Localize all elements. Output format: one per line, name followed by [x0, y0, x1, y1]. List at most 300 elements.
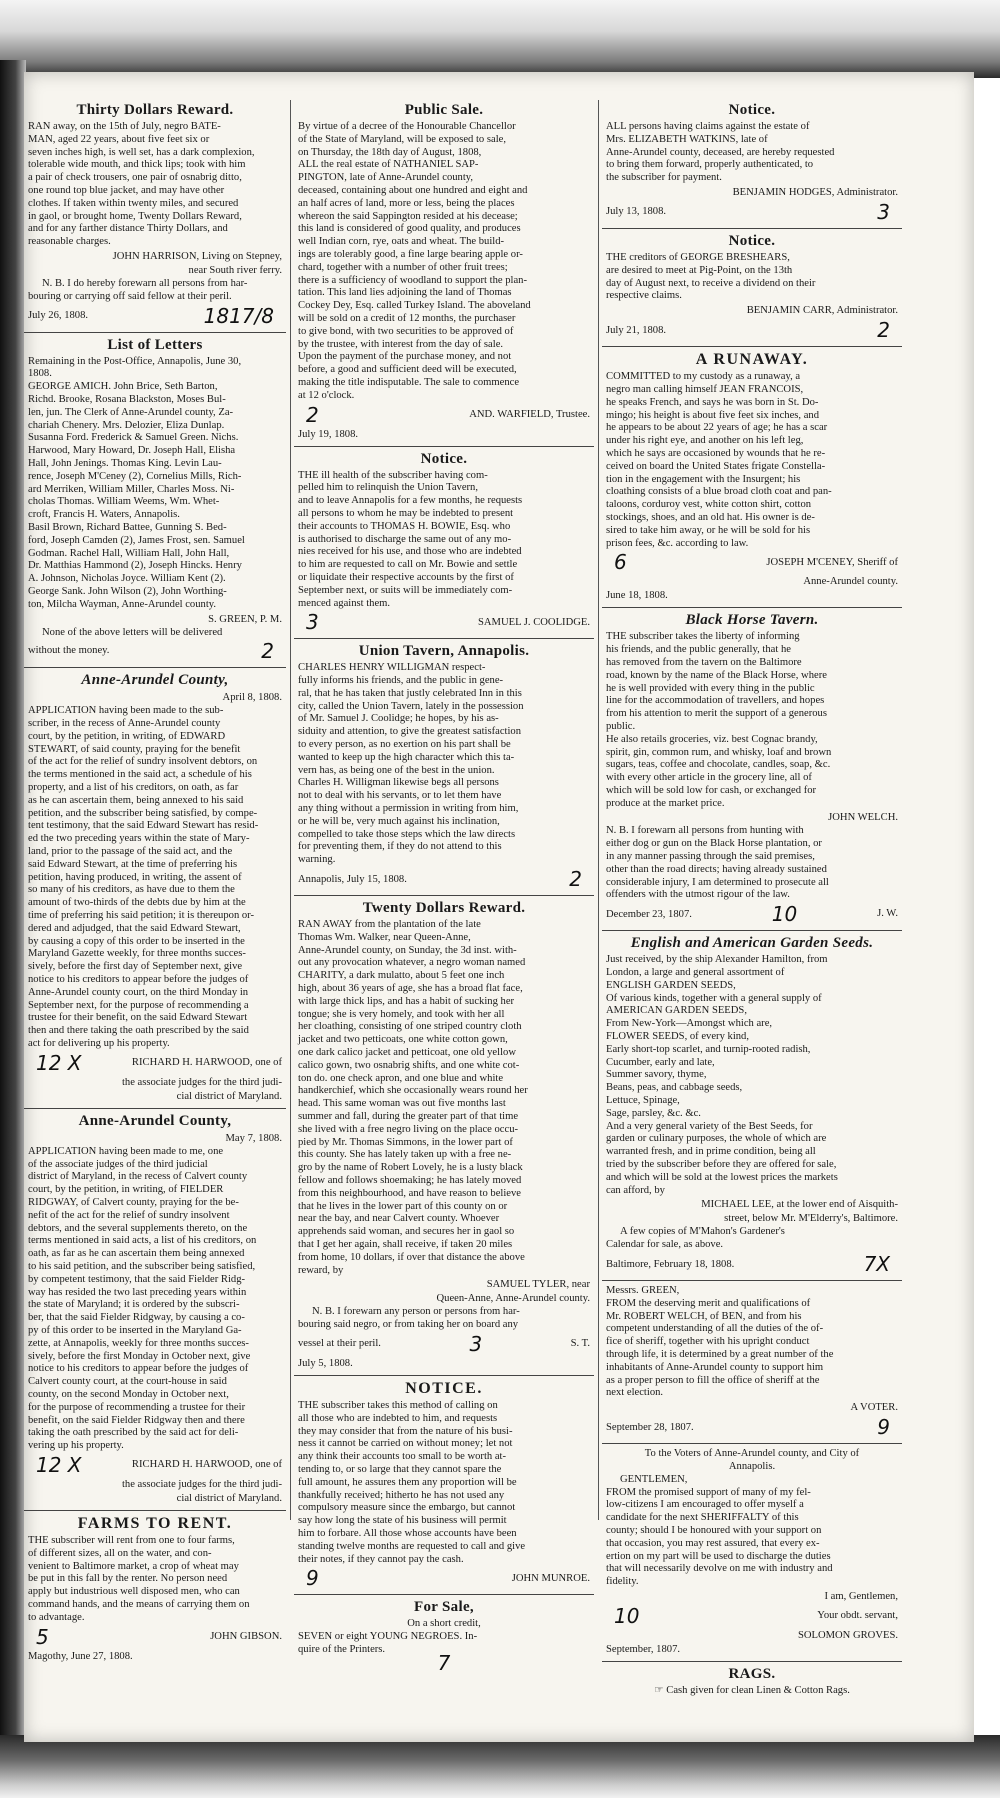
- ad-heading: Public Sale.: [404, 102, 484, 118]
- ad-heading: NOTICE.: [405, 1379, 483, 1397]
- text-line: THE creditors of GEORGE BRESHEARS,: [606, 251, 790, 263]
- text-line: Charles H. Willigman likewise begs all persons: [298, 777, 499, 789]
- text-line: Dr. Matthias Hammond (2), Joseph Hincks. Henry: [28, 560, 242, 572]
- ad-signature: AND. WARFIELD, Trustee.: [469, 409, 590, 421]
- ad-date: September 28, 1807.: [606, 1421, 694, 1433]
- ad-footer: [298, 867, 590, 891]
- ad-heading: Union Tavern, Annapolis.: [358, 643, 530, 660]
- text-line: his friends, and the public generally, that he: [606, 644, 791, 656]
- text-line: ber, that the said Fielder Ridgway, by causing a co-: [28, 1312, 245, 1324]
- ad-farms-to-rent: [24, 1515, 286, 1668]
- text-line: compulsory measure since the embargo, but cannot: [298, 1502, 516, 1514]
- ad-heading: RAGS.: [728, 1665, 776, 1682]
- ad-date: June 18, 1808.: [606, 590, 668, 602]
- text-line: for preventing them, if they do not attend to this: [298, 841, 502, 853]
- ad-voter-letter: [602, 1285, 902, 1444]
- text-line: tolerable wide mouth, and thick lips; took with him: [28, 159, 246, 171]
- text-line: Thomas Wm. Walker, near Queen-Anne,: [298, 931, 471, 943]
- ad-date: July 26, 1808.: [28, 310, 89, 322]
- text-line: ton, Milcha Wayman, Anne-Arundel county.: [28, 598, 217, 610]
- ad-heading: Twenty Dollars Reward.: [362, 900, 526, 917]
- ad-note: [606, 825, 898, 902]
- text-line: an half acres of land, more or less, being the places: [298, 197, 515, 209]
- column-1: [24, 102, 286, 1672]
- ad-date: Magothy, June 27, 1808.: [28, 1650, 133, 1662]
- ad-footer: [28, 1453, 282, 1477]
- text-line: petition, having produced, in writing, the assent of: [28, 871, 242, 883]
- text-line: out any provocation whatever, a negro woman named: [298, 957, 526, 969]
- text-line: siduity and attention, to give the greatest satisfaction: [298, 726, 522, 738]
- text-line: ral, that he has taken that justly celebrated Inn in this: [298, 687, 522, 699]
- text-line: vern has, as being one of the best in the union.: [298, 764, 495, 776]
- text-line: Remaining in the Post-Office, Annapolis, June 30,: [28, 355, 242, 367]
- text-line: through life, it is determined by a great number of the: [606, 1348, 834, 1360]
- text-line: ard Merriken, William Miller, Charles Moss. Ni-: [28, 483, 235, 495]
- text-line: the terms mentioned in the said act, a schedule of his: [28, 769, 252, 781]
- text-line: considerable injury, I am determined to prosecute all: [606, 876, 829, 888]
- text-line: petition, and the subscriber being satisfied, by compe-: [28, 807, 258, 819]
- handwritten-mark: 12 X: [36, 1452, 82, 1477]
- text-line: be put in this fall by the renter. No person need: [28, 1573, 228, 1585]
- text-line: nefit of the act for the relief of sundry insolvent: [28, 1209, 230, 1221]
- ad-footer: [298, 1650, 590, 1675]
- ad-notice-munroe: [294, 1380, 594, 1595]
- text-line: apply but industrious well disposed men, who can: [28, 1586, 240, 1598]
- ad-footer: [606, 550, 898, 574]
- text-line: said Edward Stewart, at the time of preferring his: [28, 858, 238, 870]
- ad-signature-line: the associate judges for the third judi-: [121, 1478, 282, 1490]
- text-line: Basil Brown, Richard Battee, Gunning S. Bed-: [28, 521, 227, 533]
- text-line: produce at the market price.: [606, 797, 725, 809]
- ad-footer: [298, 403, 590, 427]
- text-line: and to leave Annapolis for a few months, he requests: [298, 495, 523, 507]
- text-line: of the act for the relief of sundry insolvent debtors, on: [28, 756, 258, 768]
- text-line: one dark calico jacket and petticoat, one old yellow: [298, 1047, 516, 1059]
- text-line: him to forbare. All those whose accounts have been: [298, 1527, 517, 1539]
- text-line: Calvert county court, at the court-house in said: [28, 1376, 227, 1388]
- text-line: to every person, as no exertion on his part shall be: [298, 739, 511, 751]
- text-line: GEORGE AMICH. John Brice, Seth Barton,: [28, 381, 218, 393]
- handwritten-mark: 6: [614, 550, 627, 575]
- text-line: court, by the petition, in writing, of EDWARD: [28, 730, 226, 742]
- handwritten-mark: 7X: [863, 1252, 890, 1276]
- ad-garden-seeds: [602, 935, 902, 1281]
- ad-signature-line: near South river ferry.: [188, 264, 282, 276]
- text-line: he is well provided with every thing in the public: [606, 682, 815, 694]
- text-line: by the trustee, with interest from the day of sale.: [298, 338, 504, 350]
- handwritten-mark: 5: [36, 1624, 49, 1649]
- ad-notice-breshears: [602, 233, 902, 347]
- text-line: ceived on board the United States frigate Constella-: [606, 460, 826, 472]
- scan-left-edge: [0, 60, 26, 1750]
- text-line: land, prior to the passage of the said act, and the: [28, 846, 233, 858]
- text-line: Anne-Arundel county court, on the third Monday in: [28, 986, 249, 998]
- text-line: on Thursday, the 18th day of August, 1808,: [298, 146, 482, 158]
- ad-for-sale: [294, 1599, 594, 1678]
- ad-signature-line: the associate judges for the third judi-: [121, 1076, 282, 1088]
- ad-heading-line: Annapolis.: [728, 1460, 776, 1472]
- text-line: handkerchief, which she occasionally wears round her: [298, 1085, 528, 1097]
- handwritten-mark: 3: [306, 610, 319, 635]
- text-line: full amount, he assures them any proportion will be: [298, 1476, 517, 1488]
- text-line: ed the two preceding years within the state of Mary-: [28, 833, 250, 845]
- text-line: tried by the subscriber before they are offered for sale,: [606, 1159, 837, 1171]
- text-line: tending to, or so large that they cannot spare the: [298, 1463, 502, 1475]
- text-line: seven inches high, is well set, has a dark complexion,: [28, 146, 255, 158]
- text-line: trustee for their benefit, on the said Edward Stewart: [28, 1012, 248, 1024]
- text-line: Lettuce, Spinage,: [606, 1095, 680, 1107]
- ad-runaway: [602, 351, 902, 608]
- text-line: county; should I be honoured with your support on: [606, 1524, 822, 1536]
- text-line: Mr. ROBERT WELCH, of BEN, and from his: [606, 1310, 802, 1322]
- column-rule: [598, 100, 599, 1520]
- ad-heading: A RUNAWAY.: [695, 351, 809, 369]
- text-line: sugars, teas, coffee and chocolate, candles, soap, &c.: [606, 759, 831, 771]
- ad-footer: [606, 1415, 898, 1439]
- handwritten-mark: 10: [614, 1603, 640, 1628]
- ad-footer: [298, 610, 590, 634]
- text-line: fully informs his friends, and the public in gene-: [298, 675, 504, 687]
- ad-heading: Black Horse Tavern.: [685, 612, 819, 629]
- text-line: sired to take him away, or he will be sold for his: [606, 524, 811, 536]
- text-line: THE subscriber will rent from one to four farms,: [28, 1534, 235, 1546]
- text-line: public.: [606, 720, 636, 732]
- ad-footer: [28, 1051, 282, 1075]
- ad-heading: To the Voters of Anne-Arundel county, and City of: [644, 1448, 860, 1460]
- text-line: for the purpose of recommending a trustee for their: [28, 1401, 246, 1413]
- text-line: reasonable charges.: [28, 236, 111, 248]
- handwritten-mark: 9: [306, 1566, 319, 1591]
- text-line: can afford, by: [606, 1184, 665, 1196]
- text-line: that will necessarily devolve on me with industry and: [606, 1563, 833, 1575]
- text-line: tongue; she is very homely, and took with her all: [298, 1008, 505, 1020]
- handwritten-mark: 2: [306, 402, 319, 427]
- text-line: RIDGWAY, of Calvert county, praying for the be-: [28, 1197, 239, 1208]
- text-line: CHARITY, a dark mulatto, about 5 feet one inch: [298, 970, 505, 982]
- text-line: calico gown, two osnabrig shifts, and one white cot-: [298, 1059, 520, 1071]
- text-line: command hands, and the means of carrying them on: [28, 1598, 250, 1610]
- text-line: to bring them forward, properly authenticated, to: [606, 159, 814, 171]
- handwritten-mark: 3: [877, 199, 890, 224]
- newspaper-page: [24, 72, 974, 1742]
- ad-date: September, 1807.: [606, 1643, 681, 1655]
- text-line: as he can ascertain them, being annexed to his said: [28, 794, 244, 806]
- handwritten-mark: 12 X: [36, 1050, 82, 1075]
- ad-heading: Notice.: [728, 102, 776, 118]
- text-line: he speaks French, and says he was born in St. Do-: [606, 396, 819, 408]
- text-line: CHARLES HENRY WILLIGMAN respect-: [298, 662, 486, 674]
- text-line: city, called the Union Tavern, lately in the possession: [298, 700, 524, 712]
- text-line: benefit, on the said Fielder Ridgway then and there: [28, 1414, 245, 1426]
- ad-date: July 5, 1808.: [298, 1357, 353, 1369]
- text-line: there is a sufficiency of woodland to support the plan-: [298, 274, 527, 286]
- text-line: as a proper person to fill the office of sheriff at the: [606, 1374, 820, 1386]
- ad-date: July 13, 1808.: [606, 206, 667, 218]
- ad-date: Annapolis, July 15, 1808.: [298, 873, 407, 885]
- ad-date: May 7, 1808.: [225, 1132, 282, 1144]
- text-line: low-citizens I am encouraged to offer myself a: [606, 1499, 804, 1511]
- text-line: PINGTON, late of Anne-Arundel county,: [298, 172, 474, 184]
- text-line: a pair of check trousers, one pair of osnabrig ditto,: [28, 172, 242, 184]
- text-line: at 12 o'clock.: [298, 389, 355, 401]
- ad-footer: [298, 1332, 590, 1356]
- ad-date: Baltimore, February 18, 1808.: [606, 1258, 735, 1270]
- text-line: ertion on my part will be used to discharge the duties: [606, 1550, 831, 1562]
- text-line: making the title indisputable. The sale to commence: [298, 376, 520, 388]
- text-line: to give bond, with two securities to be approved of: [298, 325, 514, 337]
- ad-body: [606, 1685, 898, 1698]
- text-line: notice to his creditors to appear before the judges of: [28, 974, 249, 986]
- text-line: offenders with the utmost rigour of the law.: [606, 889, 790, 901]
- ad-footer: [606, 200, 898, 224]
- text-line: any think their accounts too small to be worth at-: [298, 1451, 507, 1463]
- ad-note: N. B. I do hereby forewarn all persons from har-: [42, 277, 248, 289]
- text-line: in any manner passing through the said premises,: [606, 851, 815, 863]
- ad-closing-line: Your obdt. servant,: [817, 1610, 898, 1622]
- text-line: FROM the deserving merit and qualifications of: [606, 1297, 811, 1309]
- ad-date: December 23, 1807.: [606, 908, 692, 920]
- text-line: line for the accommodation of travellers, and hopes: [606, 695, 825, 707]
- text-line: He also retails groceries, viz. best Cognac brandy,: [606, 733, 818, 745]
- ad-body: [28, 705, 282, 1051]
- ad-body: [606, 121, 898, 185]
- text-line: of the State of Maryland, will be exposed to sale,: [298, 133, 506, 145]
- text-line: garden or culinary purposes, the whole of which are: [606, 1133, 827, 1145]
- text-line: road, known by the name of the Black Horse, where: [606, 669, 827, 681]
- text-line: that I get her again, shall receive, if taken 20 miles: [298, 1238, 513, 1250]
- text-line: stockings, shoes, and an old hat. His owner is de-: [606, 511, 815, 523]
- ad-signature: S. GREEN, P. M.: [208, 613, 282, 625]
- ad-signature: BENJAMIN HODGES, Administrator.: [732, 186, 898, 198]
- text-line: of different sizes, all on the water, and con-: [28, 1547, 212, 1559]
- ad-signature: SOLOMON GROVES.: [797, 1629, 898, 1641]
- text-line: apprehends said woman, and secures her in gaol so: [298, 1226, 515, 1238]
- text-line: with large thick lips, and has a habit of sucking her: [298, 995, 515, 1007]
- ad-footer: [606, 902, 898, 926]
- text-line: chard, together with a number of other fruit trees;: [298, 261, 508, 273]
- text-line: menced against them.: [298, 597, 391, 609]
- handwritten-mark: 1817/8: [203, 303, 274, 328]
- text-line: A. Johnson, Nicholas Joyce. William Kent (2).: [28, 573, 226, 585]
- text-line: by causing a copy of this order to be inserted in the: [28, 935, 245, 947]
- ad-body: [606, 1298, 898, 1400]
- text-line: ALL the real estate of NATHANIEL SAP-: [298, 159, 479, 171]
- text-line: prison fees, &c. according to law.: [606, 537, 749, 549]
- text-line: THE subscriber takes the liberty of informing: [606, 631, 800, 643]
- text-line: Susanna Ford. Frederick & Samuel Green. Nichs.: [28, 432, 239, 444]
- text-line: her cloathing, consisting of one striped country cloth: [298, 1021, 522, 1033]
- text-line: sively, before the first Monday in October next, give: [28, 1350, 251, 1362]
- text-line: standing twelve months are requested to call and give: [298, 1540, 526, 1552]
- text-line: terms mentioned in said acts, a list of his creditors, on: [28, 1235, 257, 1247]
- text-line: Beans, peas, and cabbage seeds,: [606, 1082, 743, 1094]
- text-line: tent testimony, that the said Edward Stewart has resid-: [28, 820, 259, 832]
- text-line: THE subscriber takes this method of calling on: [298, 1399, 498, 1411]
- text-line: dered and adjudged, that the said Edward Stewart,: [28, 922, 241, 934]
- ad-footer: [606, 1252, 898, 1276]
- ad-heading: Notice.: [420, 450, 468, 467]
- text-line: spirit, gin, common rum, and whisky, loaf and brown: [606, 746, 832, 758]
- pointing-hand-icon: ☞: [654, 1684, 667, 1696]
- text-line: or liquidate their respective accounts by the first of: [298, 571, 514, 583]
- text-line: fice of sheriff, together with his upright conduct: [606, 1336, 810, 1348]
- text-line: thankfully received; hitherto he has not used any: [298, 1489, 505, 1501]
- ad-signature-line: Anne-Arundel county.: [803, 576, 898, 588]
- ad-body: [606, 1487, 898, 1589]
- ad-closing: I am, Gentlemen,: [824, 1590, 898, 1602]
- handwritten-mark: 10: [771, 902, 798, 927]
- text-line: chariah Chenery. Mrs. Delozier, Eliza Dunlap.: [28, 419, 225, 431]
- text-line: Early short-top scarlet, and turnip-rooted radish,: [606, 1043, 811, 1055]
- ad-footer: [28, 639, 282, 663]
- ad-date: April 8, 1808.: [222, 692, 282, 704]
- text-line: tion in the engagement with the Insurgent; his: [606, 473, 801, 485]
- ad-rags: [602, 1666, 902, 1702]
- text-line: not to deal with his servants, or to let them have: [298, 790, 502, 802]
- text-line: district of Maryland, in the recess of Calvert county: [28, 1171, 248, 1183]
- ad-signature-line: street, below Mr. M'Elderry's, Baltimore.: [724, 1213, 898, 1225]
- ad-body: [28, 121, 282, 249]
- ad-line: Cash given for clean Linen & Cotton Rags.: [666, 1684, 850, 1696]
- ad-heading: List of Letters: [107, 336, 203, 353]
- text-line: summer and fall, during the greater part of that time: [298, 1111, 519, 1122]
- text-line: London, a large and general assortment of: [606, 967, 785, 979]
- text-line: Summer savory, thyme,: [606, 1069, 707, 1081]
- text-line: N. B. I forewarn all persons from hunting with: [606, 825, 804, 837]
- text-line: warranted fresh, and in prime condition, being all: [606, 1146, 816, 1158]
- ad-signature-line: Queen-Anne, Anne-Arundel county.: [436, 1293, 590, 1305]
- ad-signature: SAMUEL J. COOLIDGE.: [477, 616, 590, 628]
- ad-twenty-dollars-reward: [294, 900, 594, 1376]
- ad-note-line: bouring or carrying off said fellow at their peril.: [28, 290, 232, 302]
- text-line: are desired to meet at Pig-Point, on the 13th: [606, 264, 793, 276]
- text-line: which will be sold low for cash, or exchanged for: [606, 784, 817, 796]
- ad-public-sale: [294, 102, 594, 447]
- ad-salutation: GENTLEMEN,: [620, 1473, 688, 1485]
- ad-body: [606, 954, 898, 1197]
- text-line: inhabitants of Anne-Arundel county to support him: [606, 1361, 824, 1373]
- ad-initials: S. T.: [570, 1337, 590, 1349]
- text-line: vering up his property.: [28, 1440, 124, 1452]
- text-line: croft, Francis H. Waters, Annapolis.: [28, 509, 180, 521]
- text-line: county, on the second Monday in October next,: [28, 1388, 229, 1400]
- text-line: he appears to be about 22 years of age; he has a scar: [606, 422, 828, 434]
- text-line: zette, at Annapolis, weekly for three months succes-: [28, 1337, 249, 1349]
- text-line: that he lives in the lower part of this county on or: [298, 1200, 508, 1212]
- ad-body: [28, 1146, 282, 1453]
- ad-signature: JOHN WELCH.: [828, 812, 898, 824]
- ad-footer: [28, 304, 282, 328]
- text-line: Godman. Rachel Hall, William Hall, John Hall,: [28, 547, 230, 559]
- text-line: is authorised to discharge the same out of any mo-: [298, 533, 512, 545]
- ad-body: [606, 631, 898, 810]
- text-line: to advantage.: [28, 1611, 85, 1623]
- text-line: time of preferring his said petition; it is thereupon or-: [28, 910, 255, 922]
- ad-signature: JOHN GIBSON.: [210, 1631, 282, 1643]
- ad-notice-coolidge: [294, 451, 594, 640]
- text-line: RAN away, on the 15th of July, negro BATE-: [28, 121, 221, 132]
- text-line: their accounts to THOMAS H. BOWIE, Esq. who: [298, 520, 511, 532]
- text-line: George Sank. John Wilson (2), John Worthing-: [28, 585, 227, 597]
- text-line: she lived with a free negro living on the place occu-: [298, 1123, 519, 1135]
- ad-black-horse-tavern: [602, 612, 902, 931]
- text-line: From New-York—Amongst which are,: [606, 1018, 773, 1030]
- ad-body: [606, 252, 898, 303]
- text-line: court, by the petition, in writing, of FIELDER: [28, 1184, 224, 1196]
- ad-signature: A VOTER.: [850, 1402, 898, 1414]
- ad-signature-line: cial district of Maryland.: [176, 1090, 282, 1102]
- text-line: debtors, and the several supplements thereto, on the: [28, 1222, 248, 1234]
- text-line: in gaol, or brought home, Twenty Dollars Reward,: [28, 210, 242, 222]
- ad-footer: [606, 1604, 898, 1628]
- text-line: APPLICATION having been made to the sub-: [28, 705, 224, 717]
- text-line: with every other article in the grocery line, all of: [606, 772, 812, 784]
- text-line: rence, Joseph M'Ceney (2), Cornelius Mills, Rich-: [28, 470, 242, 482]
- ad-signature: SAMUEL TYLER, near: [486, 1279, 590, 1291]
- ad-initials: J. W.: [877, 907, 898, 919]
- text-line: the state of Maryland; it is ordered by the subscri-: [28, 1299, 240, 1311]
- text-line: COMMITTED to my custody as a runaway, a: [606, 371, 801, 383]
- text-line: respective claims.: [606, 290, 682, 302]
- ad-anne-arundel-ridgway: [24, 1113, 286, 1511]
- ad-heading: Anne-Arundel County,: [78, 1112, 232, 1129]
- text-line: property, and a list of his creditors, on oath, as far: [28, 782, 239, 794]
- text-line: Cockey Dey, Esq. called Turkey Island. The aboveland: [298, 300, 531, 312]
- text-line: ings are tolerably good, a fine large bearing apple or-: [298, 248, 523, 260]
- text-line: pied by Mr. Thomas Simmons, in the lower part of: [298, 1136, 513, 1148]
- text-line: their notes, if they cannot pay the cash.: [298, 1553, 464, 1565]
- text-line: AMERICAN GARDEN SEEDS,: [606, 1005, 747, 1017]
- ad-heading: Anne-Arundel County,: [81, 672, 229, 689]
- text-line: all persons to whom he may be indebted to present: [298, 507, 514, 519]
- text-line: fellow and follows shoemaking; he has lately moved: [298, 1174, 522, 1186]
- text-line: len, jun. The Clerk of Anne-Arundel county, Za-: [28, 406, 234, 418]
- text-line: deceased, containing about one hundred and eight and: [298, 184, 528, 196]
- text-line: and which will be sold at the lowest prices the markets: [606, 1171, 838, 1183]
- ad-note: A few copies of M'Mahon's Gardener's: [620, 1226, 785, 1238]
- ad-body: [298, 919, 590, 1277]
- ad-list-of-letters: [24, 337, 286, 669]
- text-line: of the associate judges of the third judicial: [28, 1158, 208, 1170]
- text-line: 1808.: [28, 368, 52, 380]
- column-3: [602, 102, 902, 1706]
- ad-union-tavern: [294, 643, 594, 896]
- ad-heading: FARMS TO RENT.: [77, 1514, 233, 1532]
- text-line: then and there taking the oath prescribed by the said: [28, 1025, 249, 1037]
- text-line: way has resided the two last preceding years within: [28, 1286, 247, 1298]
- text-line: taking the oath prescribed by the said act for deli-: [28, 1427, 239, 1439]
- text-line: sively, before the first day of September next, give: [28, 961, 243, 973]
- text-line: jacket and two petticoats, one white cotton gown,: [298, 1034, 508, 1046]
- text-line: Hall, John Jenings. Thomas King. Levin Lau-: [28, 457, 222, 469]
- text-line: candidate for the next SHERIFFALTY of this: [606, 1512, 799, 1524]
- text-line: compelled to take those steps which the law directs: [298, 828, 516, 840]
- handwritten-mark: 2: [569, 867, 582, 892]
- ad-signature: RICHARD H. HARWOOD, one of: [131, 1057, 282, 1069]
- text-line: Maryland Gazette weekly, for three months succes-: [28, 948, 246, 960]
- text-line: head. This same woman was out five months last: [298, 1098, 506, 1110]
- text-line: FLOWER SEEDS, of every kind,: [606, 1031, 750, 1043]
- text-line: fidelity.: [606, 1576, 639, 1588]
- column-rule: [290, 100, 291, 1520]
- text-line: ness it cannot be carried on without money; let not: [298, 1438, 513, 1450]
- ad-footer: [606, 318, 898, 342]
- text-line: STEWART, of said county, praying for the benefit: [28, 743, 241, 755]
- ad-body: [298, 470, 590, 611]
- text-line: act for delivering up his property.: [28, 1038, 170, 1050]
- text-line: has removed from the tavern on the Baltimore: [606, 656, 802, 668]
- text-line: competent understanding of all the duties of the of-: [606, 1323, 824, 1335]
